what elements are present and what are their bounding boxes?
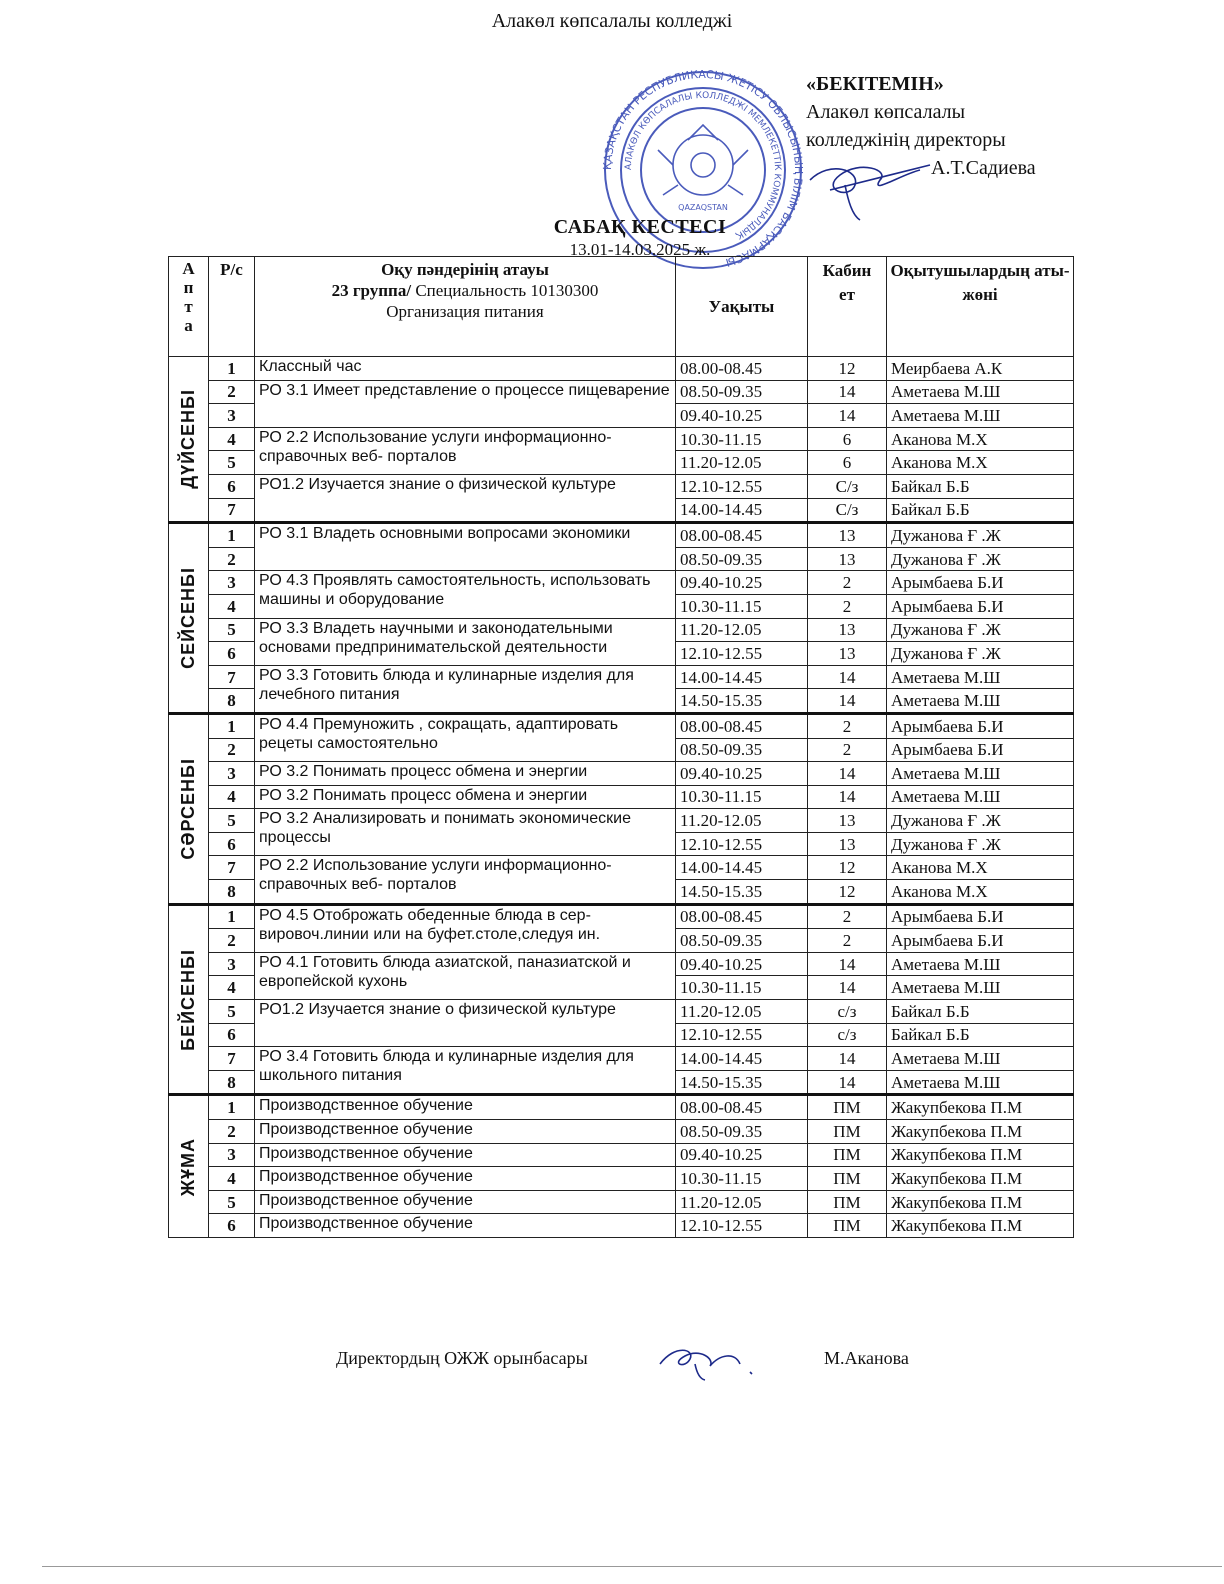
lesson-number: 5 xyxy=(209,1000,255,1024)
table-row xyxy=(169,357,1074,381)
teacher-cell: Жакупбекова П.М xyxy=(887,1120,1074,1144)
room-cell: С/з xyxy=(808,474,887,498)
teacher-cell: Арымбаева Б.И xyxy=(887,713,1074,738)
table-row xyxy=(169,1167,1074,1191)
lesson-time: 11.20-12.05 xyxy=(676,618,808,642)
deputy-position: Директордың ОЖЖ орынбасары xyxy=(336,1348,588,1368)
lesson-number: 4 xyxy=(209,976,255,1000)
table-row xyxy=(169,523,1074,548)
college-name: Алакөл көпсалалы колледжі xyxy=(491,10,733,32)
lesson-time: 08.50-09.35 xyxy=(676,380,808,404)
lesson-number: 3 xyxy=(209,762,255,786)
table-row xyxy=(169,1214,1074,1238)
room-cell: 12 xyxy=(808,856,887,880)
room-cell: 13 xyxy=(808,618,887,642)
approve-line-1: Алакөл көпсалалы xyxy=(806,101,966,123)
lesson-time: 08.00-08.45 xyxy=(676,523,808,548)
teacher-cell: Байкал Б.Б xyxy=(887,1000,1074,1024)
lesson-number: 1 xyxy=(209,713,255,738)
subject-cell: Производственное обучение xyxy=(255,1214,676,1238)
svg-text:АЛАКӨЛ КӨПСАЛАЛЫ КОЛЛЕДЖІ МЕМЛ: АЛАКӨЛ КӨПСАЛАЛЫ КОЛЛЕДЖІ МЕМЛЕКЕТТІК КОММУНАЛДЫҚ xyxy=(623,90,783,241)
lesson-number: 6 xyxy=(209,474,255,498)
approve-director-name: А.Т.Садиева xyxy=(931,157,1036,179)
lesson-number: 4 xyxy=(209,427,255,451)
subject-cell: РО 3.1 Имеет представление о процессе пищеварение xyxy=(255,380,676,427)
room-cell: 13 xyxy=(808,523,887,548)
subject-cell: РО 4.3 Проявлять самостоятельность, использовать машины и оборудование xyxy=(255,571,676,618)
lesson-time: 08.50-09.35 xyxy=(676,1120,808,1144)
lesson-time: 09.40-10.25 xyxy=(676,762,808,786)
lesson-time: 11.20-12.05 xyxy=(676,809,808,833)
lesson-number: 5 xyxy=(209,618,255,642)
day-label: СЕЙСЕНБІ xyxy=(169,523,209,714)
table-row xyxy=(169,571,1074,595)
room-cell: 2 xyxy=(808,738,887,762)
page-title: САБАҚ КЕСТЕСІ xyxy=(553,216,727,238)
teacher-cell: Аметаева М.Ш xyxy=(887,380,1074,404)
room-cell: 6 xyxy=(808,451,887,475)
subject-cell: РО 3.2 Понимать процесс обмена и энергии xyxy=(255,762,676,786)
lesson-number: 7 xyxy=(209,856,255,880)
table-row xyxy=(169,762,1074,786)
room-cell: с/з xyxy=(808,1023,887,1047)
room-cell: 12 xyxy=(808,357,887,381)
subject-cell: РО 4.5 Отоброжать обеденные блюда в сер-вировоч.линии или на буфет.столе,следуя ин. xyxy=(255,904,676,952)
teacher-cell: Дужанова Ғ .Ж xyxy=(887,809,1074,833)
room-cell: 14 xyxy=(808,762,887,786)
lesson-number: 3 xyxy=(209,952,255,976)
teacher-cell: Жакупбекова П.М xyxy=(887,1214,1074,1238)
room-cell: ПМ xyxy=(808,1095,887,1120)
table-row xyxy=(169,904,1074,929)
subject-cell: Производственное обучение xyxy=(255,1120,676,1144)
scan-edge-line xyxy=(42,1566,1222,1567)
table-row xyxy=(169,1120,1074,1144)
teacher-cell: Жакупбекова П.М xyxy=(887,1143,1074,1167)
lesson-time: 09.40-10.25 xyxy=(676,571,808,595)
teacher-cell: Арымбаева Б.И xyxy=(887,594,1074,618)
day-label: БЕЙСЕНБІ xyxy=(169,904,209,1095)
subject-cell: РО 2.2 Использование услуги информационно-справочных веб- порталов xyxy=(255,427,676,474)
subject-cell: РО 3.1 Владеть основными вопросами экономики xyxy=(255,523,676,571)
teacher-cell: Арымбаева Б.И xyxy=(887,571,1074,595)
lesson-number: 4 xyxy=(209,1167,255,1191)
lesson-time: 12.10-12.55 xyxy=(676,474,808,498)
lesson-number: 7 xyxy=(209,498,255,523)
lesson-number: 4 xyxy=(209,785,255,809)
room-cell: 12 xyxy=(808,880,887,905)
subject-cell: Производственное обучение xyxy=(255,1143,676,1167)
teacher-cell: Аметаева М.Ш xyxy=(887,1047,1074,1071)
lesson-time: 09.40-10.25 xyxy=(676,952,808,976)
room-cell: 14 xyxy=(808,404,887,428)
subject-cell: РО 4.4 Премуножить , сокращать, адаптировать рецеты самостоятельно xyxy=(255,713,676,761)
lesson-time: 08.00-08.45 xyxy=(676,357,808,381)
lesson-time: 08.00-08.45 xyxy=(676,1095,808,1120)
lesson-number: 6 xyxy=(209,1214,255,1238)
header-number: Р/с xyxy=(209,257,255,357)
table-row xyxy=(169,618,1074,642)
lesson-time: 08.50-09.35 xyxy=(676,738,808,762)
lesson-number: 3 xyxy=(209,1143,255,1167)
teacher-cell: Аканова М.Х xyxy=(887,427,1074,451)
lesson-time: 14.50-15.35 xyxy=(676,689,808,714)
schedule-table xyxy=(168,256,1074,1238)
subject-cell: Производственное обучение xyxy=(255,1095,676,1120)
lesson-number: 7 xyxy=(209,665,255,689)
lesson-number: 1 xyxy=(209,904,255,929)
lesson-number: 1 xyxy=(209,1095,255,1120)
teacher-cell: Аметаева М.Ш xyxy=(887,689,1074,714)
lesson-number: 1 xyxy=(209,523,255,548)
lesson-time: 10.30-11.15 xyxy=(676,427,808,451)
lesson-number: 2 xyxy=(209,547,255,571)
lesson-time: 09.40-10.25 xyxy=(676,1143,808,1167)
lesson-number: 2 xyxy=(209,738,255,762)
header-week: Апта xyxy=(169,257,209,357)
teacher-cell: Аметаева М.Ш xyxy=(887,1070,1074,1095)
header-room: Кабинет xyxy=(808,257,887,357)
table-row xyxy=(169,1143,1074,1167)
lesson-number: 6 xyxy=(209,832,255,856)
lesson-time: 08.50-09.35 xyxy=(676,547,808,571)
table-row xyxy=(169,1190,1074,1214)
lesson-number: 2 xyxy=(209,1120,255,1144)
svg-text:QAZAQSTAN: QAZAQSTAN xyxy=(678,203,728,212)
teacher-cell: Арымбаева Б.И xyxy=(887,904,1074,929)
room-cell: 13 xyxy=(808,832,887,856)
teacher-cell: Жакупбекова П.М xyxy=(887,1095,1074,1120)
table-row xyxy=(169,665,1074,689)
teacher-cell: Аметаева М.Ш xyxy=(887,404,1074,428)
room-cell: 14 xyxy=(808,976,887,1000)
table-row xyxy=(169,952,1074,976)
approve-title: «БЕКІТЕМІН» xyxy=(806,73,944,95)
room-cell: 6 xyxy=(808,427,887,451)
subject-cell: РО 3.3 Владеть научными и законодательными основами предпринимательской деятельности xyxy=(255,618,676,665)
teacher-cell: Арымбаева Б.И xyxy=(887,738,1074,762)
table-row xyxy=(169,427,1074,451)
table-row xyxy=(169,785,1074,809)
lesson-number: 2 xyxy=(209,380,255,404)
table-row xyxy=(169,1000,1074,1024)
subject-cell: РО 3.3 Готовить блюда и кулинарные изделия для лечебного питания xyxy=(255,665,676,713)
room-cell: 2 xyxy=(808,571,887,595)
table-header-row xyxy=(169,257,1074,357)
header-subject: Оқу пәндерінің атауы 23 группа/ Специальность 10130300 Организация питания xyxy=(255,257,676,357)
lesson-number: 6 xyxy=(209,1023,255,1047)
lesson-time: 14.50-15.35 xyxy=(676,880,808,905)
header-teacher: Оқытушылардың аты-жөні xyxy=(887,257,1074,357)
room-cell: 13 xyxy=(808,547,887,571)
teacher-cell: Аканова М.Х xyxy=(887,451,1074,475)
lesson-time: 11.20-12.05 xyxy=(676,451,808,475)
subject-cell: РО1.2 Изучается знание о физической культуре xyxy=(255,474,676,522)
subject-cell: РО 2.2 Использование услуги информационно-справочных веб- порталов xyxy=(255,856,676,904)
lesson-time: 11.20-12.05 xyxy=(676,1000,808,1024)
room-cell: 13 xyxy=(808,642,887,666)
teacher-cell: Жакупбекова П.М xyxy=(887,1190,1074,1214)
room-cell: С/з xyxy=(808,498,887,523)
day-label: ДҮЙСЕНБІ xyxy=(169,357,209,523)
approve-line-2: колледжінің директоры xyxy=(806,129,1006,151)
subject-cell: Классный час xyxy=(255,357,676,381)
room-cell: 2 xyxy=(808,929,887,953)
lesson-number: 1 xyxy=(209,357,255,381)
room-cell: 13 xyxy=(808,809,887,833)
room-cell: 14 xyxy=(808,1070,887,1095)
table-row xyxy=(169,1047,1074,1071)
room-cell: ПМ xyxy=(808,1190,887,1214)
lesson-time: 10.30-11.15 xyxy=(676,785,808,809)
date-range: 13.01-14.03.2025 ж. xyxy=(569,240,711,259)
subject-cell: РО 3.2 Понимать процесс обмена и энергии xyxy=(255,785,676,809)
lesson-number: 4 xyxy=(209,594,255,618)
room-cell: ПМ xyxy=(808,1120,887,1144)
day-label: СӘРСЕНБІ xyxy=(169,713,209,904)
lesson-number: 3 xyxy=(209,571,255,595)
lesson-number: 8 xyxy=(209,689,255,714)
lesson-number: 6 xyxy=(209,642,255,666)
lesson-time: 10.30-11.15 xyxy=(676,976,808,1000)
teacher-cell: Аметаева М.Ш xyxy=(887,785,1074,809)
teacher-cell: Аметаева М.Ш xyxy=(887,762,1074,786)
teacher-cell: Аметаева М.Ш xyxy=(887,952,1074,976)
room-cell: 14 xyxy=(808,952,887,976)
lesson-time: 09.40-10.25 xyxy=(676,404,808,428)
lesson-time: 11.20-12.05 xyxy=(676,1190,808,1214)
room-cell: 14 xyxy=(808,380,887,404)
header-time: Уақыты xyxy=(676,257,808,357)
room-cell: 14 xyxy=(808,785,887,809)
lesson-number: 2 xyxy=(209,929,255,953)
day-label: ЖҰМА xyxy=(169,1095,209,1238)
room-cell: 2 xyxy=(808,594,887,618)
teacher-cell: Дужанова Ғ .Ж xyxy=(887,547,1074,571)
room-cell: с/з xyxy=(808,1000,887,1024)
lesson-time: 12.10-12.55 xyxy=(676,1023,808,1047)
table-row xyxy=(169,380,1074,404)
teacher-cell: Байкал Б.Б xyxy=(887,498,1074,523)
subject-cell: РО 3.4 Готовить блюда и кулинарные изделия для школьного питания xyxy=(255,1047,676,1095)
teacher-cell: Жакупбекова П.М xyxy=(887,1167,1074,1191)
teacher-cell: Арымбаева Б.И xyxy=(887,929,1074,953)
lesson-time: 14.00-14.45 xyxy=(676,856,808,880)
room-cell: 2 xyxy=(808,904,887,929)
lesson-number: 5 xyxy=(209,451,255,475)
teacher-cell: Аканова М.Х xyxy=(887,880,1074,905)
table-row xyxy=(169,856,1074,880)
teacher-cell: Байкал Б.Б xyxy=(887,474,1074,498)
lesson-time: 12.10-12.55 xyxy=(676,832,808,856)
lesson-time: 12.10-12.55 xyxy=(676,1214,808,1238)
teacher-cell: Меирбаева А.К xyxy=(887,357,1074,381)
teacher-cell: Дужанова Ғ .Ж xyxy=(887,832,1074,856)
lesson-number: 3 xyxy=(209,404,255,428)
lesson-number: 5 xyxy=(209,809,255,833)
lesson-time: 08.50-09.35 xyxy=(676,929,808,953)
teacher-cell: Дужанова Ғ .Ж xyxy=(887,618,1074,642)
subject-cell: РО1.2 Изучается знание о физической культуре xyxy=(255,1000,676,1047)
subject-cell: Производственное обучение xyxy=(255,1190,676,1214)
lesson-time: 14.00-14.45 xyxy=(676,1047,808,1071)
lesson-time: 14.00-14.45 xyxy=(676,665,808,689)
table-row xyxy=(169,809,1074,833)
table-row xyxy=(169,1095,1074,1120)
room-cell: 14 xyxy=(808,665,887,689)
room-cell: ПМ xyxy=(808,1167,887,1191)
table-row xyxy=(169,713,1074,738)
room-cell: 14 xyxy=(808,689,887,714)
lesson-time: 14.00-14.45 xyxy=(676,498,808,523)
lesson-number: 5 xyxy=(209,1190,255,1214)
lesson-time: 08.00-08.45 xyxy=(676,904,808,929)
room-cell: ПМ xyxy=(808,1143,887,1167)
subject-cell: РО 3.2 Анализировать и понимать экономические процессы xyxy=(255,809,676,856)
svg-text:ҚАЗАҚСТАН РЕСПУБЛИКАСЫ ЖЕТІСУ: ҚАЗАҚСТАН РЕСПУБЛИКАСЫ ЖЕТІСУ ОБЛЫСЫНЫҢ БІЛІМ БАСҚАРМАСЫ xyxy=(600,70,806,270)
lesson-time: 10.30-11.15 xyxy=(676,1167,808,1191)
lesson-number: 7 xyxy=(209,1047,255,1071)
table-row xyxy=(169,474,1074,498)
lesson-number: 8 xyxy=(209,1070,255,1095)
lesson-time: 12.10-12.55 xyxy=(676,642,808,666)
teacher-cell: Аканова М.Х xyxy=(887,856,1074,880)
teacher-cell: Дужанова Ғ .Ж xyxy=(887,642,1074,666)
teacher-cell: Дужанова Ғ .Ж xyxy=(887,523,1074,548)
room-cell: 14 xyxy=(808,1047,887,1071)
deputy-name: М.Аканова xyxy=(824,1348,909,1368)
room-cell: 2 xyxy=(808,713,887,738)
deputy-signature xyxy=(655,1334,765,1384)
lesson-time: 08.00-08.45 xyxy=(676,713,808,738)
subject-cell: Производственное обучение xyxy=(255,1167,676,1191)
lesson-number: 8 xyxy=(209,880,255,905)
lesson-time: 10.30-11.15 xyxy=(676,594,808,618)
subject-cell: РО 4.1 Готовить блюда азиатской, паназиатской и европейской кухонь xyxy=(255,952,676,999)
teacher-cell: Аметаева М.Ш xyxy=(887,976,1074,1000)
teacher-cell: Байкал Б.Б xyxy=(887,1023,1074,1047)
teacher-cell: Аметаева М.Ш xyxy=(887,665,1074,689)
room-cell: ПМ xyxy=(808,1214,887,1238)
lesson-time: 14.50-15.35 xyxy=(676,1070,808,1095)
